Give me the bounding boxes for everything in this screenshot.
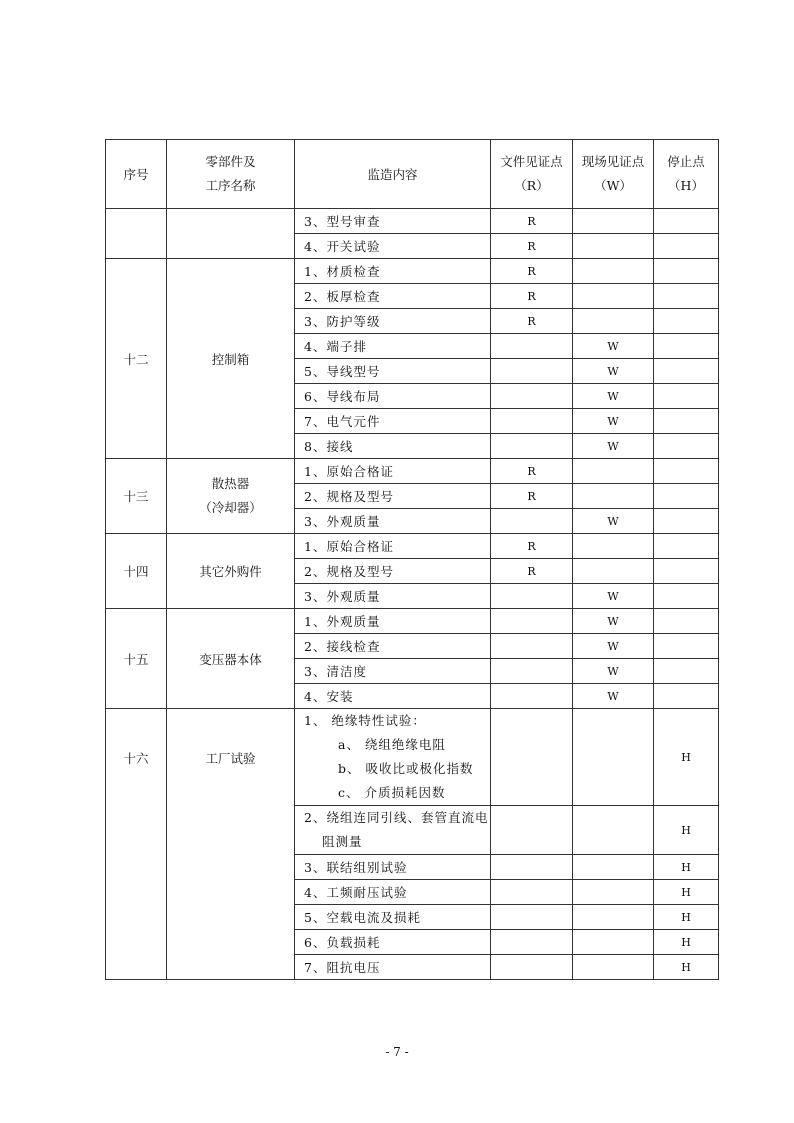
sub-item: c、 介质损耗因数 (338, 785, 446, 800)
header-r-line1: 文件见证点 (500, 154, 563, 169)
header-w-line2: （W） (594, 178, 632, 193)
item-cell: 1、原始合格证 (295, 459, 491, 484)
h-cell (654, 359, 719, 384)
h-cell: H (654, 880, 719, 905)
group-no: 十二 (106, 259, 167, 459)
h-cell (654, 684, 719, 709)
item-cell: 3、外观质量 (295, 509, 491, 534)
h-cell (654, 284, 719, 309)
item-cell: 1、原始合格证 (295, 534, 491, 559)
w-cell (573, 855, 654, 880)
r-cell (491, 930, 573, 955)
w-cell: W (573, 634, 654, 659)
w-cell (573, 930, 654, 955)
group-name-line2: （冷却器） (199, 500, 262, 515)
r-cell (491, 359, 573, 384)
h-cell (654, 559, 719, 584)
sub-item: a、 绕组绝缘电阻 (338, 737, 446, 752)
r-cell: R (491, 234, 573, 259)
group-name: 工厂试验 (167, 709, 295, 980)
group-no: 十三 (106, 459, 167, 534)
w-cell (573, 534, 654, 559)
h-cell (654, 334, 719, 359)
item-cell: 6、负载损耗 (295, 930, 491, 955)
r-cell: R (491, 259, 573, 284)
w-cell (573, 559, 654, 584)
h-cell: H (654, 930, 719, 955)
item-cell: 4、开关试验 (295, 234, 491, 259)
w-cell (573, 459, 654, 484)
header-h (654, 140, 719, 209)
item-cell: 3、清洁度 (295, 659, 491, 684)
r-cell (491, 634, 573, 659)
item-cell: 3、外观质量 (295, 584, 491, 609)
item-cell: 5、导线型号 (295, 359, 491, 384)
item-cell: 6、导线布局 (295, 384, 491, 409)
item-cell: 3、联结组别试验 (295, 855, 491, 880)
h-cell (654, 434, 719, 459)
w-cell (573, 259, 654, 284)
w-cell: W (573, 609, 654, 634)
r-cell: R (491, 559, 573, 584)
item-cell: 2、板厚检查 (295, 284, 491, 309)
r-cell (491, 384, 573, 409)
r-cell: R (491, 284, 573, 309)
header-h-line2: （H） (668, 178, 704, 193)
item-cell: 5、空载电流及损耗 (295, 905, 491, 930)
h-cell: H (654, 955, 719, 980)
group-no: 十六 (106, 709, 167, 980)
r-cell: R (491, 484, 573, 509)
w-cell (573, 234, 654, 259)
table-row (106, 259, 719, 284)
w-cell (573, 806, 654, 855)
r-cell (491, 955, 573, 980)
w-cell: W (573, 384, 654, 409)
h-cell (654, 384, 719, 409)
item-cell: 4、端子排 (295, 334, 491, 359)
header-r (491, 140, 573, 209)
h-cell (654, 609, 719, 634)
item-cell: 7、电气元件 (295, 409, 491, 434)
header-w (573, 140, 654, 209)
item-cell: 8、接线 (295, 434, 491, 459)
header-w-line1: 现场见证点 (581, 154, 645, 169)
group-name: 变压器本体 (167, 609, 295, 709)
group-name (167, 209, 295, 259)
item-line: 2、绕组连同引线、套管直流电 (304, 810, 489, 825)
h-cell: H (654, 855, 719, 880)
w-cell (573, 880, 654, 905)
header-part-line2: 工序名称 (205, 178, 256, 193)
group-name (167, 459, 295, 534)
w-cell (573, 484, 654, 509)
h-cell (654, 309, 719, 334)
r-cell (491, 880, 573, 905)
w-cell: W (573, 684, 654, 709)
r-cell (491, 334, 573, 359)
w-cell: W (573, 659, 654, 684)
h-cell (654, 584, 719, 609)
table-row (106, 209, 719, 234)
table-row (106, 609, 719, 634)
w-cell (573, 955, 654, 980)
item-cell: 2、规格及型号 (295, 559, 491, 584)
item-cell: 1、外观质量 (295, 609, 491, 634)
h-cell (654, 459, 719, 484)
r-cell: R (491, 209, 573, 234)
group-no: 十五 (106, 609, 167, 709)
r-cell (491, 509, 573, 534)
r-cell (491, 684, 573, 709)
table-row (106, 534, 719, 559)
group-no: 十四 (106, 534, 167, 609)
table-row (106, 709, 719, 806)
item-cell: 1、材质检查 (295, 259, 491, 284)
inspection-table (105, 139, 719, 980)
item-cell: 4、安装 (295, 684, 491, 709)
r-cell (491, 905, 573, 930)
w-cell: W (573, 359, 654, 384)
r-cell: R (491, 309, 573, 334)
header-no: 序号 (106, 140, 167, 209)
h-cell: H (654, 806, 719, 855)
w-cell (573, 209, 654, 234)
w-cell (573, 284, 654, 309)
h-cell: H (654, 905, 719, 930)
item-cell: 3、型号审查 (295, 209, 491, 234)
item-cell: 7、阻抗电压 (295, 955, 491, 980)
h-cell (654, 534, 719, 559)
w-cell: W (573, 509, 654, 534)
group-name-line1: 散热器 (211, 476, 250, 491)
item-cell: 4、工频耐压试验 (295, 880, 491, 905)
r-cell: R (491, 459, 573, 484)
r-cell (491, 434, 573, 459)
r-cell (491, 806, 573, 855)
r-cell (491, 855, 573, 880)
r-cell (491, 584, 573, 609)
group-no (106, 209, 167, 259)
item-line: 1、 绝缘特性试验： (304, 713, 426, 728)
header-part (167, 140, 295, 209)
item-cell: 2、规格及型号 (295, 484, 491, 509)
page-number: - 7 - (385, 1045, 409, 1059)
header-row (106, 140, 719, 209)
item-cell: 3、防护等级 (295, 309, 491, 334)
h-cell (654, 509, 719, 534)
h-cell (654, 209, 719, 234)
sub-item: b、 吸收比或极化指数 (338, 761, 474, 776)
h-cell (654, 634, 719, 659)
r-cell (491, 659, 573, 684)
r-cell (491, 709, 573, 806)
group-name: 其它外购件 (167, 534, 295, 609)
group-name: 控制箱 (167, 259, 295, 459)
r-cell: R (491, 534, 573, 559)
w-cell: W (573, 409, 654, 434)
item-cell (295, 709, 491, 806)
h-cell: H (654, 709, 719, 806)
w-cell (573, 309, 654, 334)
w-cell: W (573, 584, 654, 609)
h-cell (654, 234, 719, 259)
header-part-line1: 零部件及 (205, 154, 256, 169)
r-cell (491, 609, 573, 634)
header-r-line2: （R） (514, 178, 549, 193)
header-h-line1: 停止点 (667, 154, 705, 169)
w-cell (573, 905, 654, 930)
w-cell (573, 709, 654, 806)
h-cell (654, 484, 719, 509)
w-cell: W (573, 334, 654, 359)
item-line: 阻测量 (322, 834, 363, 849)
item-cell (295, 806, 491, 855)
header-content: 监造内容 (295, 140, 491, 209)
h-cell (654, 259, 719, 284)
r-cell (491, 409, 573, 434)
item-cell: 2、接线检查 (295, 634, 491, 659)
table-row (106, 459, 719, 484)
h-cell (654, 659, 719, 684)
w-cell: W (573, 434, 654, 459)
h-cell (654, 409, 719, 434)
